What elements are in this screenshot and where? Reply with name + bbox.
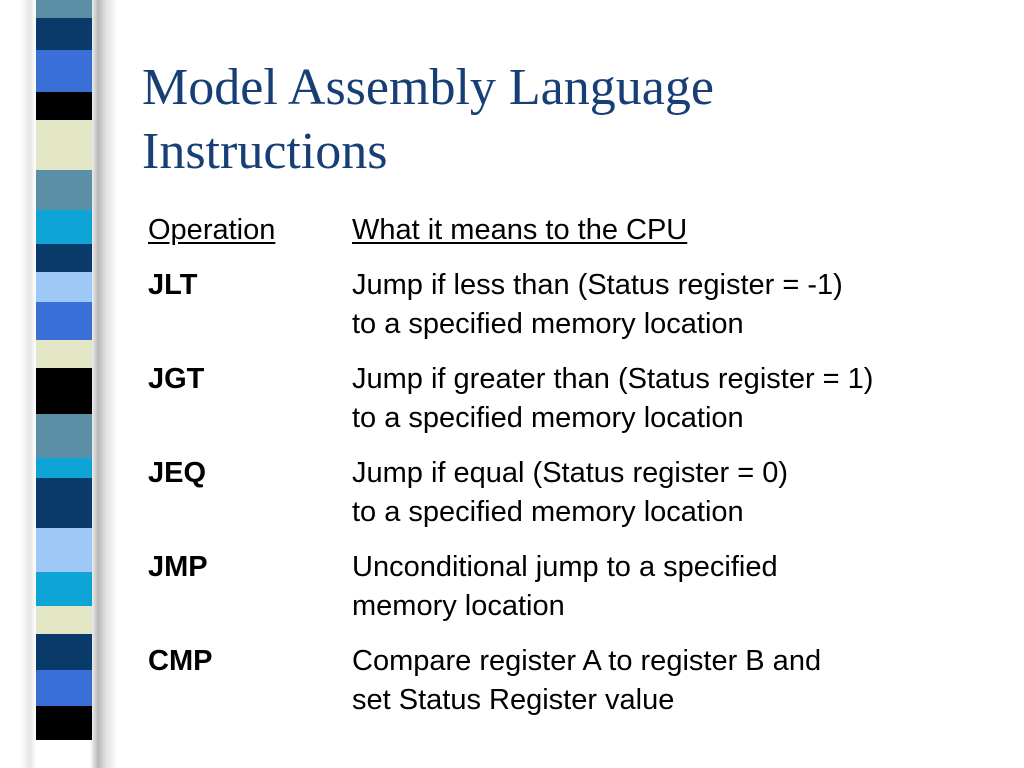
strip-block bbox=[36, 572, 92, 606]
description-line: to a specified memory location bbox=[352, 308, 744, 340]
description-line: Jump if less than (Status register = -1) bbox=[352, 269, 843, 301]
description-line: memory location bbox=[352, 590, 565, 622]
strip-block bbox=[36, 458, 92, 478]
strip-block bbox=[36, 634, 92, 670]
description-line: Unconditional jump to a specified bbox=[352, 551, 778, 583]
strip-block bbox=[36, 414, 92, 458]
decorative-color-strip bbox=[36, 0, 92, 768]
strip-block bbox=[36, 368, 92, 414]
strip-block bbox=[36, 50, 92, 92]
description-line: set Status Register value bbox=[352, 684, 675, 716]
header-meaning: What it means to the CPU bbox=[352, 214, 688, 246]
strip-block bbox=[36, 244, 92, 272]
operation-code: CMP bbox=[148, 645, 213, 677]
strip-block bbox=[36, 478, 92, 528]
table-header-row bbox=[148, 210, 873, 250]
strip-block bbox=[36, 0, 92, 18]
operation-code: JLT bbox=[148, 269, 198, 301]
strip-block bbox=[36, 18, 92, 50]
table-row bbox=[148, 266, 873, 344]
page-title bbox=[142, 56, 714, 184]
header-operation-cell bbox=[148, 210, 352, 250]
operation-description bbox=[352, 266, 873, 344]
strip-block bbox=[36, 606, 92, 634]
strip-block bbox=[36, 670, 92, 706]
operation-code: JEQ bbox=[148, 457, 207, 489]
description-line: Jump if greater than (Status register = 1) bbox=[352, 363, 874, 395]
table-row bbox=[148, 548, 873, 626]
strip-block bbox=[36, 272, 92, 302]
operation-code: JGT bbox=[148, 363, 205, 395]
strip-block bbox=[36, 340, 92, 368]
header-operation: Operation bbox=[148, 214, 276, 246]
strip-block bbox=[36, 120, 92, 170]
operation-description bbox=[352, 642, 873, 720]
operation-description bbox=[352, 454, 873, 532]
description-line: Jump if equal (Status register = 0) bbox=[352, 457, 789, 489]
operation-code: JMP bbox=[148, 551, 208, 583]
operation-description bbox=[352, 548, 873, 626]
strip-block bbox=[36, 92, 92, 120]
strip-block bbox=[36, 706, 92, 740]
table-row bbox=[148, 642, 873, 720]
operation-description bbox=[352, 360, 873, 438]
description-line: to a specified memory location bbox=[352, 496, 744, 528]
strip-block bbox=[36, 210, 92, 244]
table-row bbox=[148, 454, 873, 532]
strip-block bbox=[36, 302, 92, 340]
description-line: to a specified memory location bbox=[352, 402, 744, 434]
header-meaning-cell bbox=[352, 210, 873, 250]
strip-block bbox=[36, 528, 92, 572]
description-line: Compare register A to register B and bbox=[352, 645, 822, 677]
title-line-1: Model Assembly Language bbox=[142, 59, 714, 116]
table-row bbox=[148, 360, 873, 438]
instruction-table bbox=[148, 210, 873, 720]
strip-block bbox=[36, 170, 92, 210]
title-line-2: Instructions bbox=[142, 123, 388, 180]
